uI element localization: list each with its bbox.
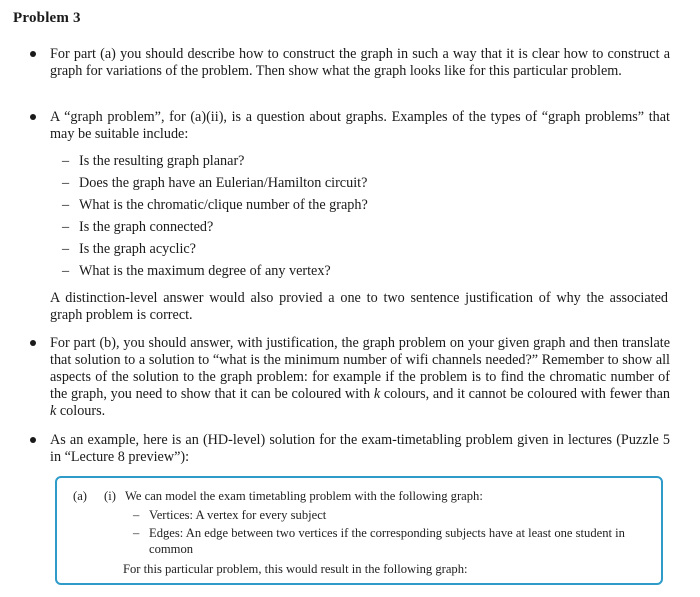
list-item: – Is the graph connected? [62, 219, 214, 235]
dash-icon: – [62, 241, 70, 257]
dash-icon: – [133, 526, 140, 540]
bullet-graph-problem-text: A “graph problem”, for (a)(ii), is a question about graphs. Examples of the types of “graph problems” that may be suitable include: [50, 109, 670, 142]
bullet-example-text: As an example, here is an (HD-level) solution for the exam-timetabling problem given in lectures (Puzzle 5 in “Lecture 8 preview”): [50, 432, 670, 465]
distinction-note: A distinction-level answer would also provied a one to two sentence justification of why the associated graph problem is correct. [50, 290, 668, 323]
dash-icon: – [62, 153, 70, 169]
edges-definition: Edges: An edge between two vertices if the corresponding subjects have at least one student in common [149, 526, 625, 556]
example-solution-box [55, 476, 663, 585]
bullet-dot-icon [30, 114, 36, 120]
list-item: – What is the chromatic/clique number of the graph? [62, 197, 368, 213]
subpart-label: (i) [104, 489, 116, 503]
dash-icon: – [62, 175, 70, 191]
bullet-example [30, 432, 670, 466]
list-item: – Is the resulting graph planar? [62, 153, 245, 169]
dash-icon: – [62, 219, 70, 235]
dash-icon: – [133, 508, 140, 522]
bullet-dot-icon [30, 51, 36, 57]
dash-icon: – [62, 197, 70, 213]
dash-icon: – [62, 263, 70, 279]
bullet-part-a [30, 46, 670, 80]
bullet-dot-icon [30, 340, 36, 346]
solution-intro: We can model the exam timetabling problem with the following graph: [125, 489, 483, 503]
bullet-part-a-text: For part (a) you should describe how to construct the graph in such a way that it is clear how to construct a graph for variations of the problem. Then show what the graph looks like for this particular problem. [50, 46, 670, 79]
list-item: – Does the graph have an Eulerian/Hamilton circuit? [62, 175, 368, 191]
bullet-dot-icon [30, 437, 36, 443]
list-item: – What is the maximum degree of any vertex? [62, 263, 331, 279]
list-item: – Is the graph acyclic? [62, 241, 196, 257]
bullet-part-b-text: For part (b), you should answer, with justification, the graph problem on your given graph and then translate that solution to a solution to “what is the minimum number of wifi channels needed?” Remember to show all aspects of the solution to the graph problem: for example if the problem is to find the chromatic number of the graph, you need to show that it can be coloured with k colours, and it cannot be coloured with fewer than k colours. [50, 335, 670, 419]
solution-result: For this particular problem, this would result in the following graph: [123, 562, 468, 576]
bullet-part-b [30, 335, 670, 420]
problem-heading: Problem 3 [13, 10, 81, 26]
vertices-definition: Vertices: A vertex for every subject [149, 508, 327, 522]
bullet-graph-problem [30, 109, 670, 143]
part-label: (a) [73, 489, 87, 503]
